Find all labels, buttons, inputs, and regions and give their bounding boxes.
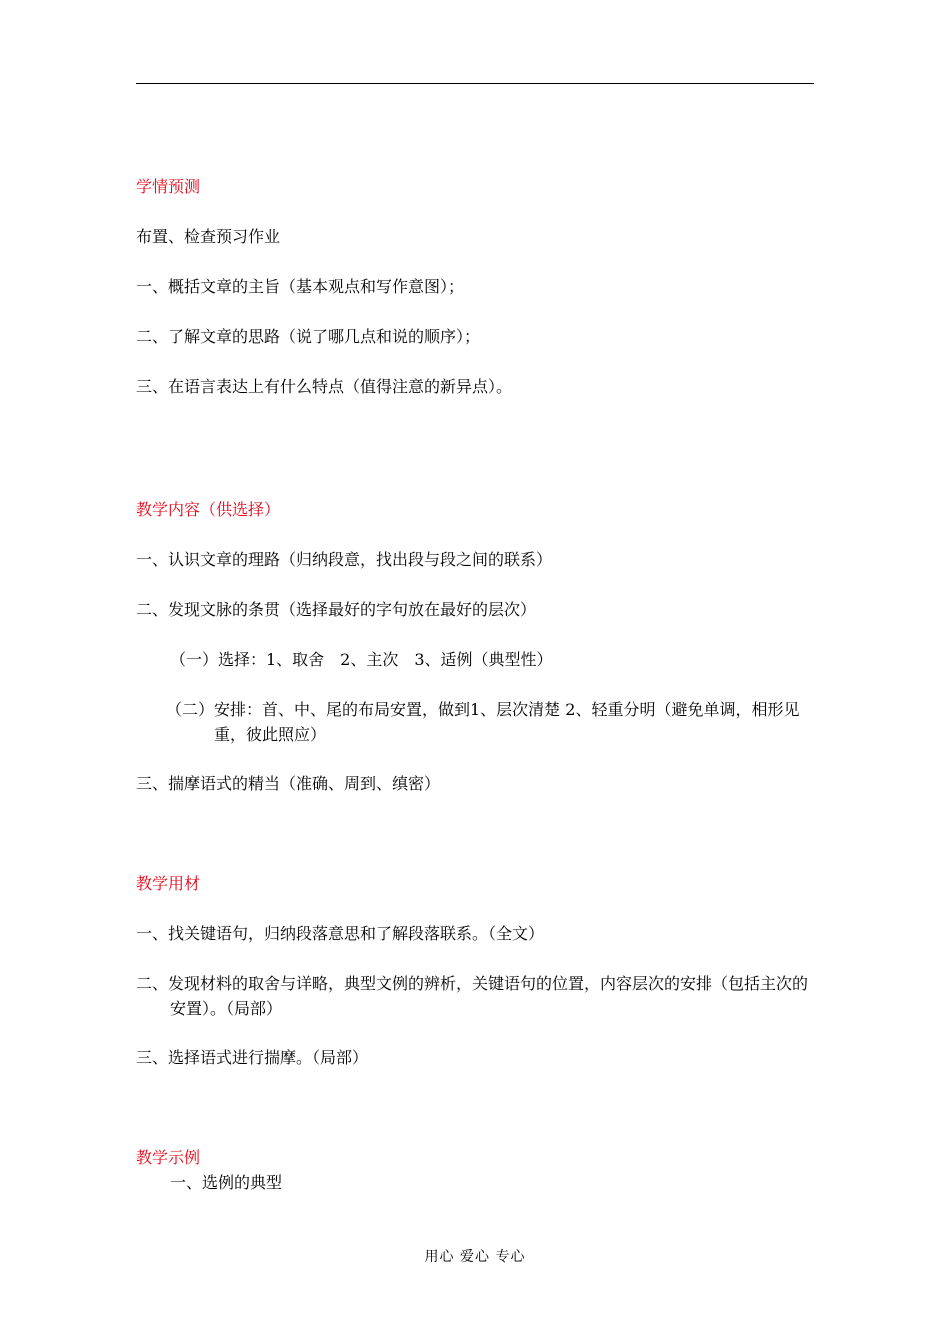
paragraph-subline: （一）选择：1、取舍 2、主次 3、适例（典型性） <box>170 650 553 669</box>
paragraph-line-wrapped: 二、发现材料的取舍与详略，典型文例的辨析，关键语句的位置，内容层次的安排（包括主次的安置）。（局部） <box>136 974 809 1018</box>
section-heading-xueqing: 学情预测 <box>136 177 201 196</box>
paragraph-wrapped <box>166 697 816 747</box>
paragraph-line: 三、在语言表达上有什么特点（值得注意的新异点）。 <box>136 377 513 396</box>
section-heading-jiaoxueyongcai: 教学用材 <box>136 874 201 893</box>
paragraph-subline-wrapped: （二）安排：首、中、尾的布局安置，做到1、层次清楚 2、轻重分明（避免单调，相形见重，彼此照应） <box>166 700 800 744</box>
paragraph-line: 二、了解文章的思路（说了哪几点和说的顺序）； <box>136 327 481 346</box>
paragraph-line: 一、概括文章的主旨（基本观点和写作意图）； <box>136 277 465 296</box>
paragraph-line: 三、揣摩语式的精当（准确、周到、缜密） <box>136 774 441 793</box>
paragraph-line: 三、选择语式进行揣摩。（局部） <box>136 1048 369 1067</box>
paragraph-line: 二、发现文脉的条贯（选择最好的字句放在最好的层次） <box>136 600 537 619</box>
paragraph-subline: 一、选例的典型 <box>170 1173 283 1192</box>
section-heading-jiaoxueneirong: 教学内容（供选择） <box>136 500 281 519</box>
paragraph-line: 一、认识文章的理路（归纳段意，找出段与段之间的联系） <box>136 550 553 569</box>
section-heading-jiaoxueshili: 教学示例 <box>136 1148 201 1167</box>
paragraph-wrapped <box>136 971 816 1021</box>
paragraph-line: 一、找关键语句，归纳段落意思和了解段落联系。（全文） <box>136 924 545 943</box>
header-rule <box>136 83 814 84</box>
page-footer: 用心 爱心 专心 <box>424 1249 526 1265</box>
paragraph-line: 布置、检查预习作业 <box>136 227 281 246</box>
